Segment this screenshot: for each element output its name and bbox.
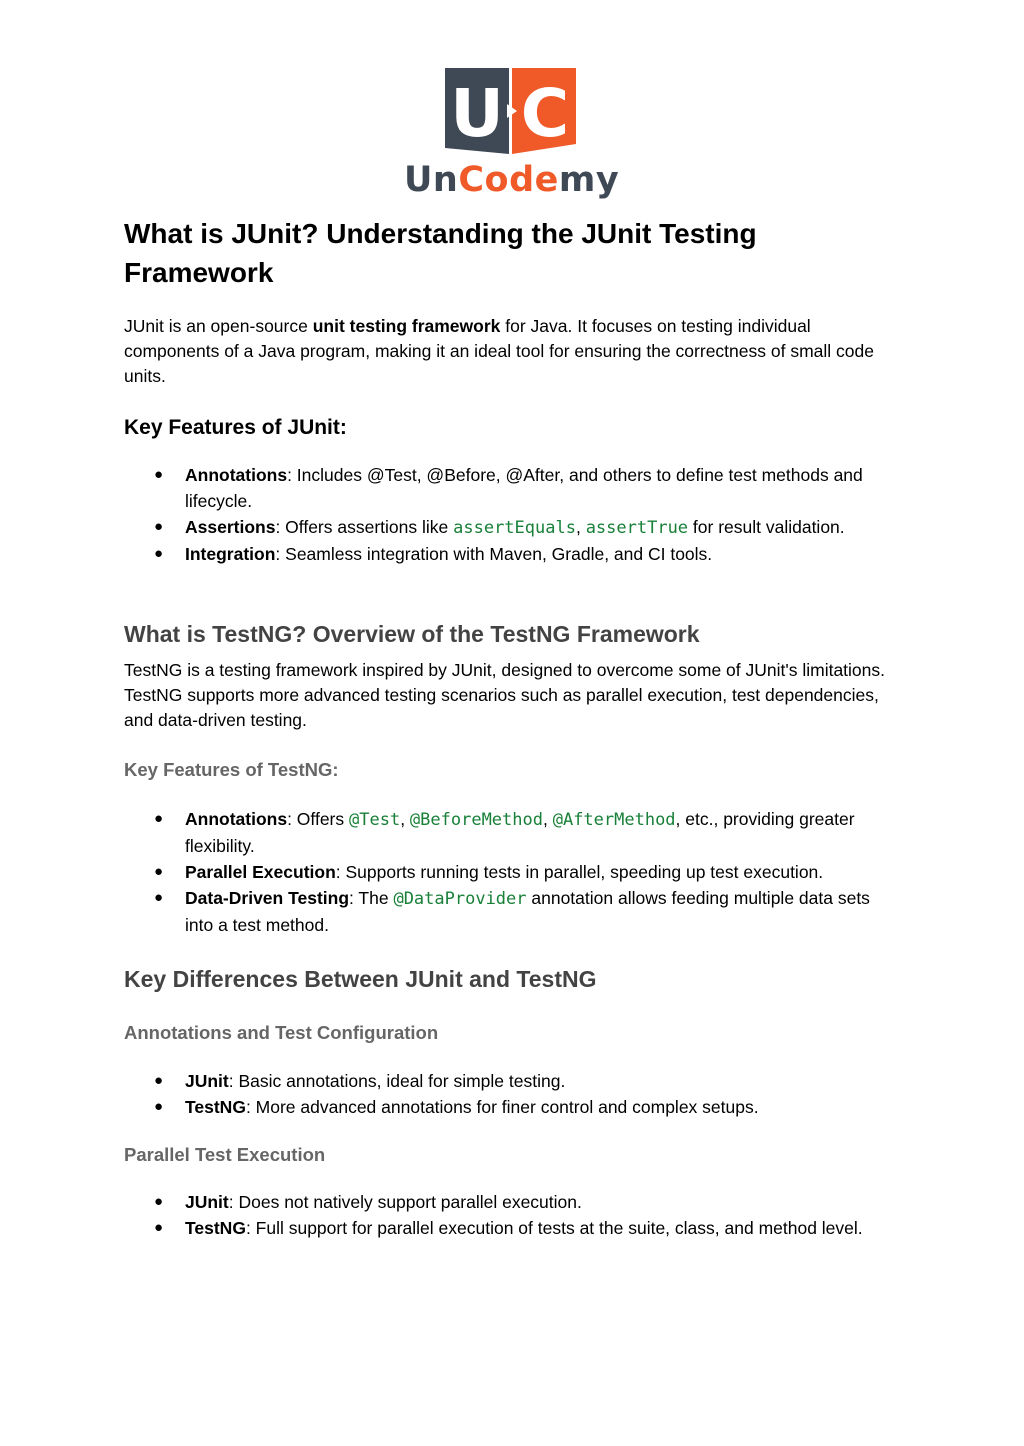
parallel-execution-heading: Parallel Test Execution: [124, 1144, 326, 1165]
list-item: ● JUnit: Does not natively support parallel execution.: [124, 1189, 894, 1215]
uncodemy-wordmark: UnCodemy: [404, 160, 620, 200]
list-item: ● JUnit: Basic annotations, ideal for simple testing.: [124, 1068, 894, 1094]
bullet-icon: ●: [154, 1219, 164, 1236]
logo-mark-right-letter: C: [520, 75, 570, 152]
logo-mark-left-letter: U: [450, 75, 504, 152]
bullet-icon: ●: [154, 466, 164, 483]
testng-features-heading: Key Features of TestNG:: [124, 759, 339, 780]
testng-heading: What is TestNG? Overview of the TestNG Framework: [124, 621, 700, 647]
bullet-icon: ●: [154, 1072, 164, 1089]
annotations-config-list: [124, 1068, 894, 1120]
bullet-icon: ●: [154, 1193, 164, 1210]
testng-paragraph: TestNG is a testing framework inspired by JUnit, designed to overcome some of JUnit's limitations. TestNG supports more advanced testing scenarios such as parallel execution, test dependencies, and data-driven testing.: [124, 660, 886, 730]
uncodemy-logo-mark: [445, 68, 576, 154]
page-title: What is JUnit? Understanding the JUnit Testing Framework: [124, 218, 757, 288]
bullet-icon: ●: [154, 545, 164, 562]
bullet-icon: ●: [154, 810, 164, 827]
list-item: ● TestNG: More advanced annotations for finer control and complex setups.: [124, 1094, 894, 1120]
list-item: ● Integration: Seamless integration with Maven, Gradle, and CI tools.: [124, 541, 894, 567]
intro-paragraph: JUnit is an open-source unit testing framework for Java. It focuses on testing individual components of a Java program, making it an ideal tool for ensuring the correctness of small code units.: [124, 316, 874, 386]
list-item: ● Annotations: Includes @Test, @Before, @After, and others to define test methods and lifecycle.: [124, 462, 894, 514]
list-item: ● Annotations: Offers @Test, @BeforeMethod, @AfterMethod, etc., providing greater flexibility.: [124, 806, 894, 859]
annotations-config-heading: Annotations and Test Configuration: [124, 1022, 439, 1043]
list-item: ● Assertions: Offers assertions like assertEquals, assertTrue for result validation.: [124, 514, 894, 541]
list-item: ● TestNG: Full support for parallel execution of tests at the suite, class, and method level.: [124, 1215, 894, 1241]
junit-features-list: [124, 462, 894, 567]
testng-features-list: [124, 806, 894, 938]
bullet-icon: ●: [154, 863, 164, 880]
differences-heading: Key Differences Between JUnit and TestNG: [124, 966, 597, 992]
parallel-execution-list: [124, 1189, 894, 1241]
bullet-icon: ●: [154, 1098, 164, 1115]
bullet-icon: ●: [154, 889, 164, 906]
list-item: ● Parallel Execution: Supports running tests in parallel, speeding up test execution.: [124, 859, 894, 885]
junit-features-heading: Key Features of JUnit:: [124, 416, 347, 439]
bullet-icon: ●: [154, 518, 164, 535]
uncodemy-logo: [404, 66, 618, 206]
list-item: ● Data-Driven Testing: The @DataProvider annotation allows feeding multiple data sets into a test method.: [124, 885, 894, 938]
